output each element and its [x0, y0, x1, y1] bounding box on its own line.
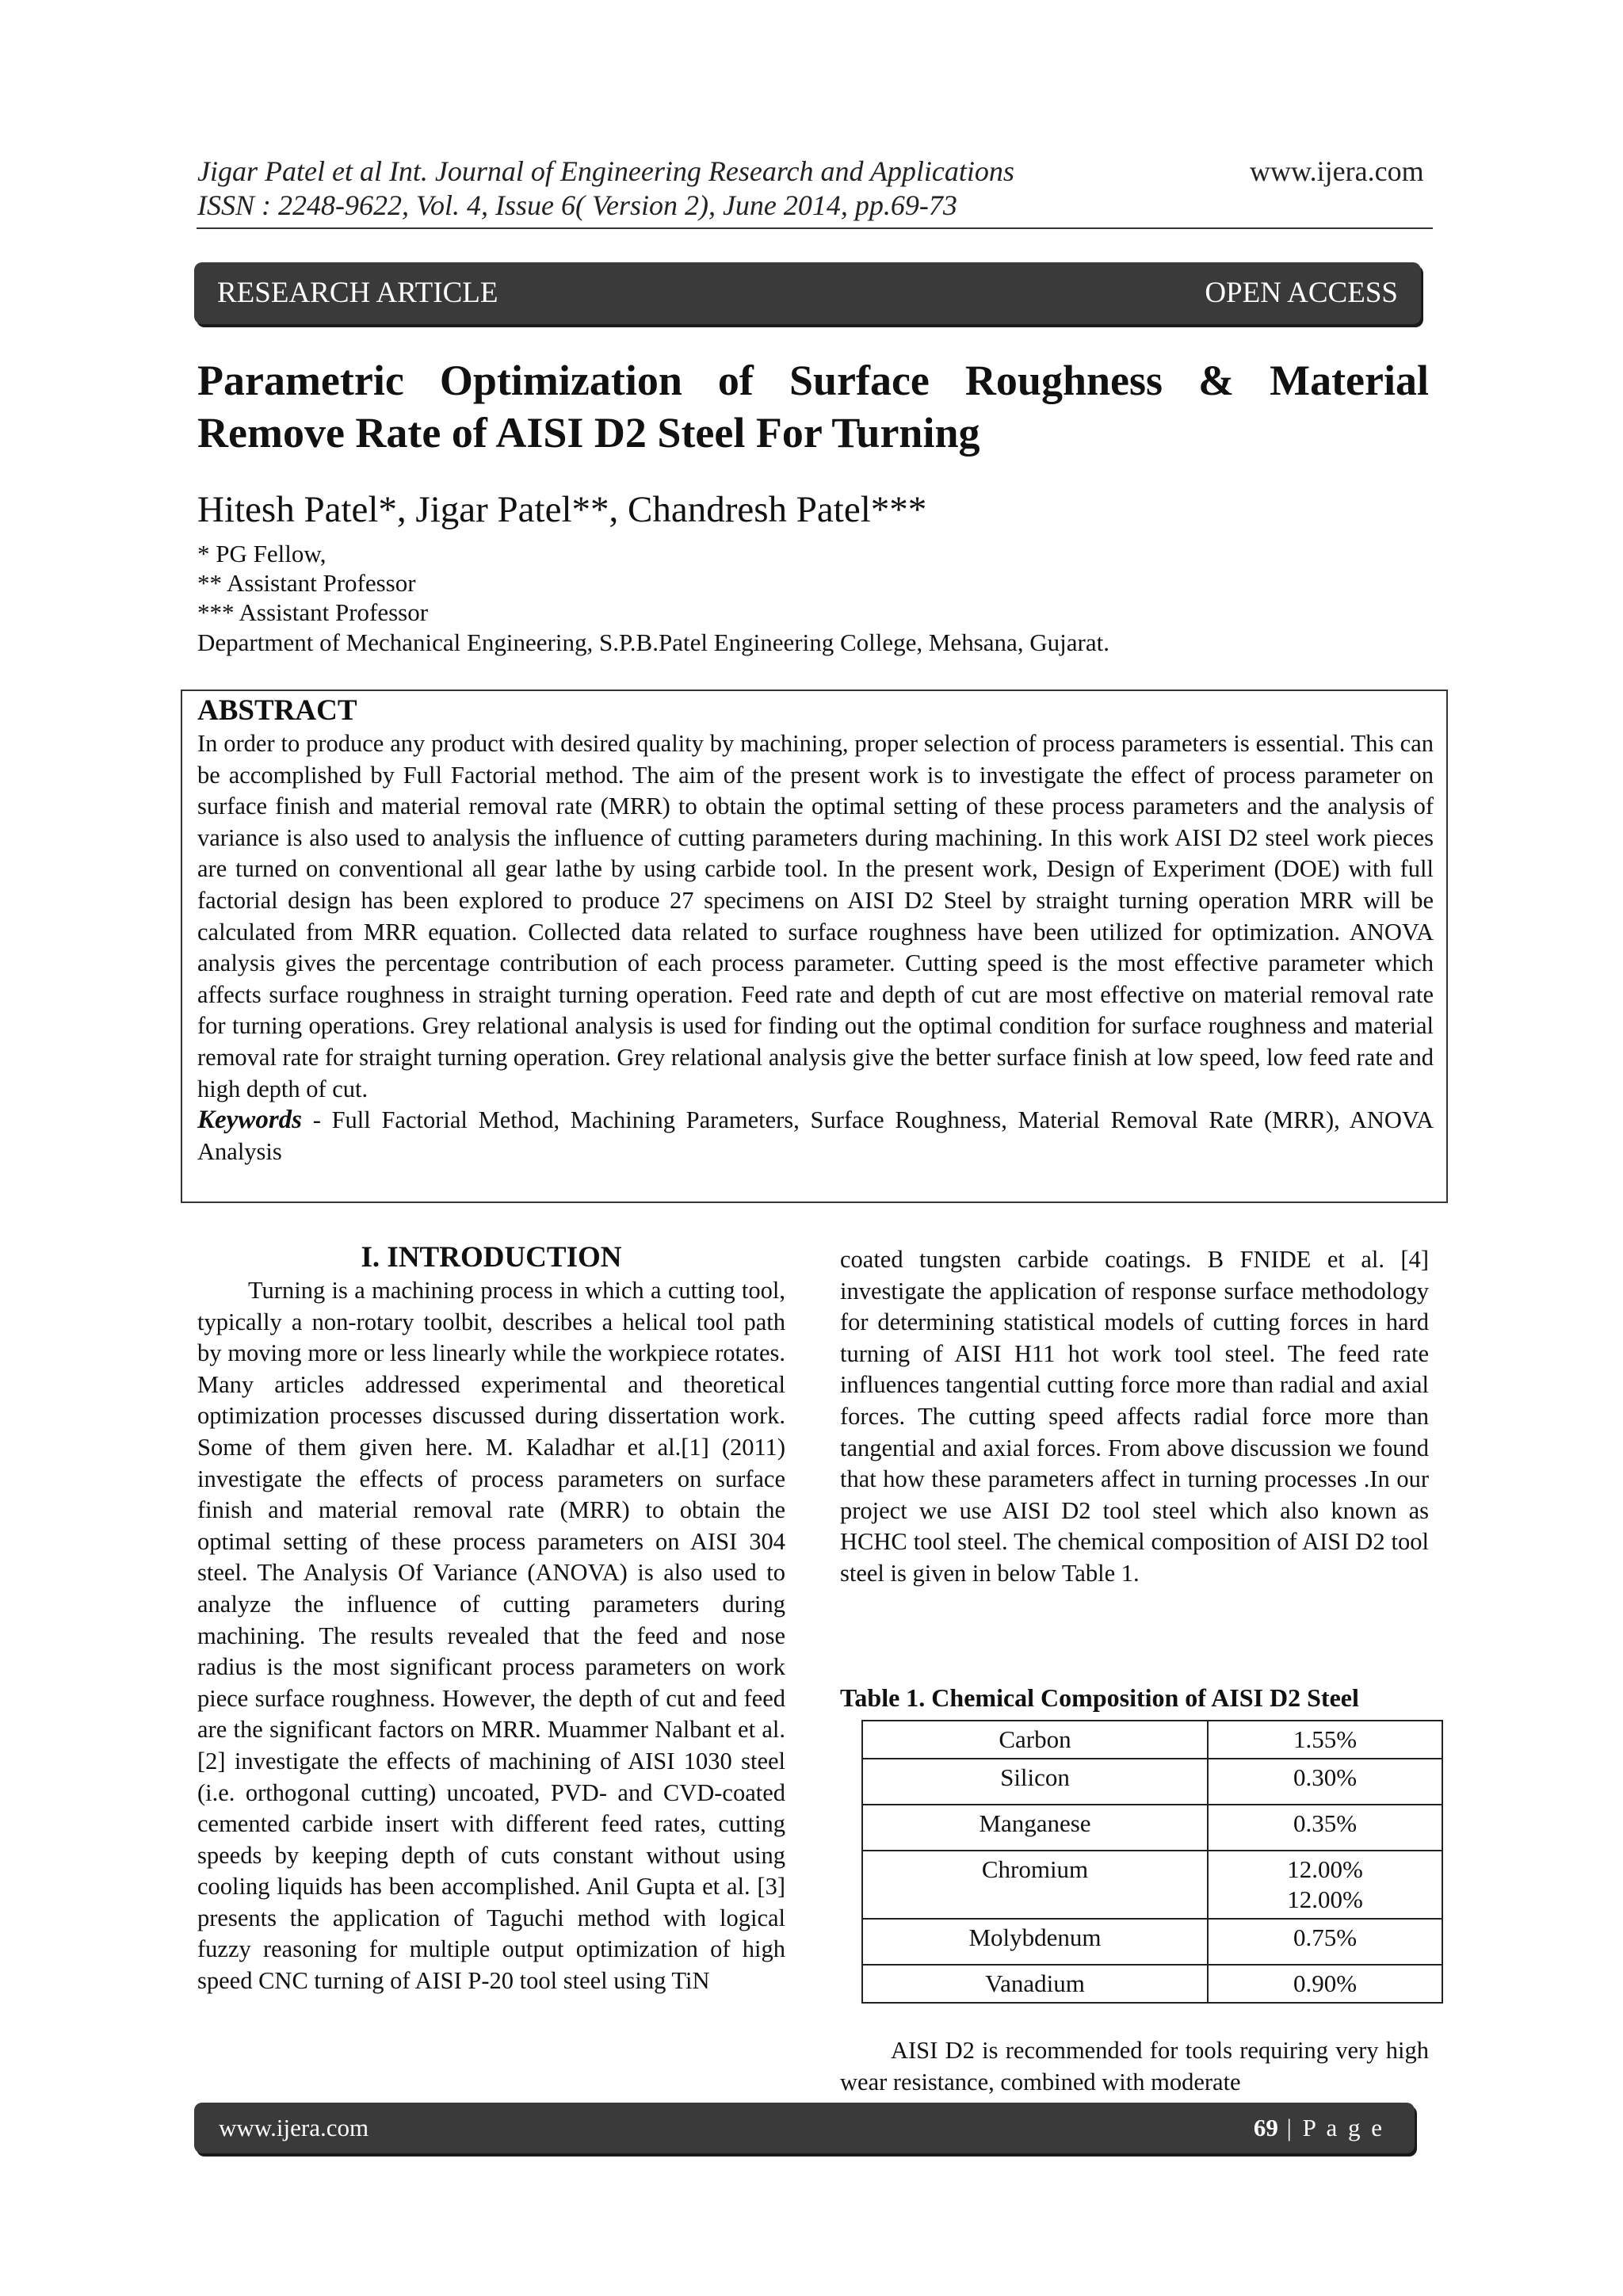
element-cell: Manganese: [862, 1805, 1208, 1851]
author-list: Hitesh Patel*, Jigar Patel**, Chandresh Patel***: [197, 489, 927, 530]
abstract-text: In order to produce any product with desired quality by machining, proper selection of process parameters is essential. This can be accomplished by Full Factorial method. The aim of the present work is to investigate the effect of process parameter on surface finish and material removal rate (MRR) to obtain the optimal setting of these process parameters and the analysis of variance is also used to analysis the influence of cutting parameters during machining. In this work AISI D2 steel work pieces are turned on conventional all gear lathe by using carbide tool. In the present work, Design of Experiment (DOE) with full factorial design has been explored to produce 27 specimens on AISI D2 Steel by straight turning operation MRR will be calculated from MRR equation. Collected data related to surface roughness have been utilized for optimization. ANOVA analysis gives the percentage contribution of each process parameter. Cutting speed is the most effective parameter which affects surface roughness in straight turning operation. Feed rate and depth of cut are most effective on material removal rate for turning operations. Grey relational analysis is used for finding out the optimal condition for surface roughness and material removal rate for straight turning operation. Grey relational analysis give the better surface finish at low speed, low feed rate and high depth of cut.: [197, 730, 1434, 1102]
element-cell: Molybdenum: [862, 1919, 1208, 1965]
page-footer: [194, 2103, 1415, 2153]
intro-left-column: Turning is a machining process in which a cutting tool, typically a non-rotary toolbit, describes a helical tool path by moving more or less linearly while the workpiece rotates. Many articles addressed experimental and theoretical optimization processes discussed during dissertation work. Some of them given here. M. Kaladhar et al.[1] (2011) investigate the effects of process parameters on surface finish and material removal rate (MRR) to obtain the optimal setting of these process parameters on AISI 304 steel. The Analysis Of Variance (ANOVA) is also used to analyze the influence of cutting parameters during machining. The results revealed that the feed and nose radius is the most significant process parameters on work piece surface roughness. However, the depth of cut and feed are the significant factors on MRR. Muammer Nalbant et al. [2] investigate the effects of machining of AISI 1030 steel (i.e. orthogonal cutting) uncoated, PVD- and CVD-coated cemented carbide insert with different feed rates, cutting speeds by keeping depth of cuts constant without using cooling liquids has been accomplished. Anil Gupta et al. [3] presents the application of Taguchi method with logical fuzzy reasoning for multiple output optimization of high speed CNC turning of AISI P-20 tool steel using TiN: [197, 1277, 785, 1995]
table-caption: Table 1. Chemical Composition of AISI D2 Steel: [840, 1683, 1359, 1712]
header-rule: [197, 227, 1433, 229]
chemical-composition-table: [861, 1720, 1443, 2004]
value-cell: [1208, 1851, 1442, 1919]
abstract-body: [197, 728, 1434, 1167]
intro-right-column: coated tungsten carbide coatings. B FNIDE et al. [4] investigate the application of response surface methodology for determining statistical models of cutting forces in hard turning of AISI H11 hot work tool steel. The feed rate influences tangential cutting force more than radial and axial forces. The cutting speed affects radial force more than tangential and axial forces. From above discussion we found that how these parameters affect in turning processes .In our project we use AISI D2 tool steel which also known as HCHC tool steel. The chemical composition of AISI D2 tool steel is given in below Table 1.: [840, 1246, 1429, 1587]
paper-title: Parametric Optimization of Surface Roughness & Material Remove Rate of AISI D2 Steel For Turning: [197, 357, 1429, 457]
table-row: [862, 1965, 1442, 2003]
element-cell: Chromium: [862, 1851, 1208, 1919]
table-row: [862, 1851, 1442, 1919]
value-cell: 0.35%: [1208, 1805, 1442, 1851]
value-cell: 0.90%: [1208, 1965, 1442, 2003]
section-heading-introduction: I. INTRODUCTION: [361, 1241, 622, 1274]
table-row: [862, 1721, 1442, 1759]
value-cell: 0.30%: [1208, 1759, 1442, 1805]
open-access-label: OPEN ACCESS: [1205, 277, 1398, 309]
value-cell: 1.55%: [1208, 1721, 1442, 1759]
element-cell: Silicon: [862, 1759, 1208, 1805]
keywords-label: Keywords: [197, 1106, 302, 1135]
post-table-paragraph: AISI D2 is recommended for tools requiring very high wear resistance, combined with moderate: [840, 2037, 1429, 2095]
affiliation-department: Department of Mechanical Engineering, S.P.B.Patel Engineering College, Mehsana, Gujarat.: [197, 628, 1109, 656]
table-row: [862, 1805, 1442, 1851]
page-number-block: [1254, 2113, 1384, 2143]
keywords-text: - Full Factorial Method, Machining Parameters, Surface Roughness, Material Removal Rate (MRR), ANOVA Analysis: [197, 1106, 1434, 1165]
affiliation-line: *** Assistant Professor: [197, 598, 429, 626]
affiliation-line: * PG Fellow,: [197, 540, 327, 567]
article-type-banner: [194, 262, 1421, 324]
affiliation-line: ** Assistant Professor: [197, 569, 416, 597]
table-row: [862, 1919, 1442, 1965]
value-cell: 0.75%: [1208, 1919, 1442, 1965]
footer-website: www.ijera.com: [219, 2114, 369, 2141]
page-label: | P a g e: [1277, 2114, 1384, 2141]
page-number: 69: [1253, 2114, 1278, 2141]
journal-line: Jigar Patel et al Int. Journal of Engineering Research and Applications: [197, 155, 1014, 187]
research-article-label: RESEARCH ARTICLE: [217, 277, 498, 309]
issn-line: ISSN : 2248-9622, Vol. 4, Issue 6( Version 2), June 2014, pp.69-73: [197, 189, 957, 221]
value-line: 12.00%: [1287, 1885, 1363, 1913]
header-website: www.ijera.com: [1250, 155, 1424, 187]
abstract-heading: ABSTRACT: [197, 694, 357, 727]
table-row: [862, 1759, 1442, 1805]
element-cell: Carbon: [862, 1721, 1208, 1759]
element-cell: Vanadium: [862, 1965, 1208, 2003]
value-line: 12.00%: [1287, 1855, 1363, 1883]
